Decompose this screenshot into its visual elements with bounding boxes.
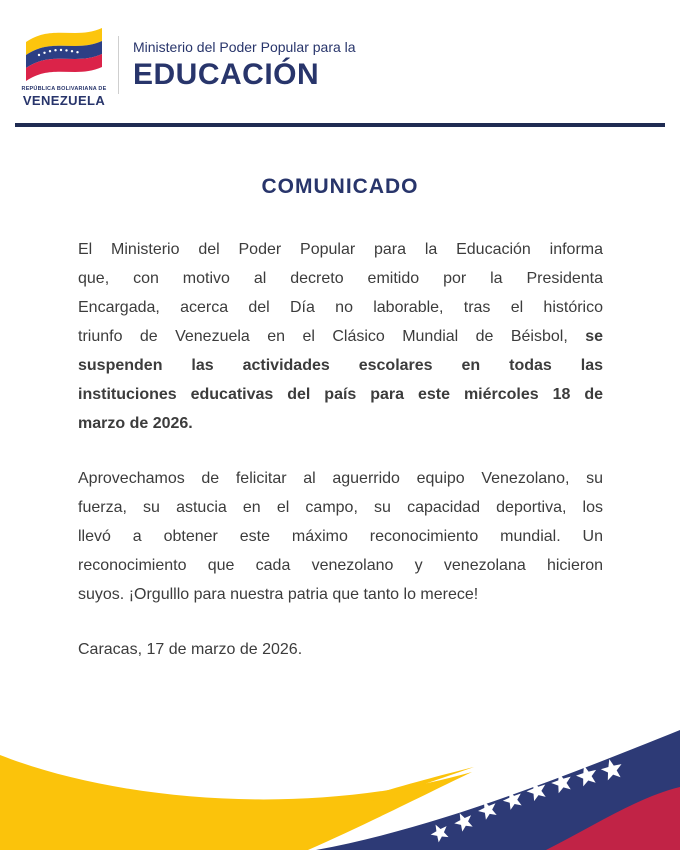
body-paragraphs <box>78 235 603 609</box>
text-line: llevó a obtener este máximo reconocimiento mundial. Un <box>78 528 603 545</box>
ministry-wordmark <box>133 39 356 92</box>
text-line: fuerza, su astucia en el campo, su capacidad deportiva, los <box>78 499 603 516</box>
republic-label: REPÚBLICA BOLIVARIANA DE <box>21 86 107 92</box>
text-line: que, con motivo al decreto emitido por la Presidenta <box>78 270 603 287</box>
text-line: suyos. ¡Orgulllo para nuestra patria que tanto lo merece! <box>78 586 479 603</box>
star-icon <box>574 763 600 788</box>
header <box>0 0 680 108</box>
wave-stars-arc <box>428 757 625 844</box>
star-icon <box>475 797 500 821</box>
ministry-name-line2: EDUCACIÓN <box>133 57 320 91</box>
venezuela-flag-icon <box>24 22 104 84</box>
body-content <box>78 235 603 664</box>
country-label: VENEZUELA <box>22 93 106 108</box>
page-title: COMUNICADO <box>261 175 419 198</box>
text-line: Aprovechamos de felicitar al aguerrido equipo Venezolano, su <box>78 470 603 487</box>
wave-yellow-accent <box>368 767 474 801</box>
venezuela-flag-wave-decoration <box>0 680 680 850</box>
star-icon <box>549 770 575 795</box>
star-icon <box>451 809 476 833</box>
wave-yellow-swoosh <box>0 755 472 850</box>
ministry-name-line1: Ministerio del Poder Popular para la <box>133 38 356 55</box>
text-line: El Ministerio del Poder Popular para la Educación informa <box>78 241 603 258</box>
wave-blue-band <box>316 730 680 850</box>
star-icon <box>428 820 452 844</box>
ministry-logo <box>20 22 108 108</box>
header-divider <box>118 36 119 94</box>
text-line: Encargada, acerca del Día no laborable, tras el histórico <box>78 299 603 316</box>
wave-red-corner <box>546 787 680 850</box>
text-line: triunfo de Venezuela en el Clásico Mundial de Béisbol, se <box>78 328 603 345</box>
text-line: marzo de 2026. <box>78 415 193 432</box>
paragraph <box>78 235 603 438</box>
date-line: Caracas, 17 de marzo de 2026. <box>78 641 303 658</box>
star-icon <box>500 787 525 811</box>
text-line: suspenden las actividades escolares en todas las <box>78 357 603 374</box>
text-line: instituciones educativas del país para este miércoles 18 de <box>78 386 603 403</box>
paragraph <box>78 464 603 609</box>
star-icon <box>524 778 549 803</box>
star-icon <box>599 757 625 782</box>
text-line: reconocimiento que cada venezolano y venezolana hicieron <box>78 557 603 574</box>
header-rule <box>15 123 665 127</box>
